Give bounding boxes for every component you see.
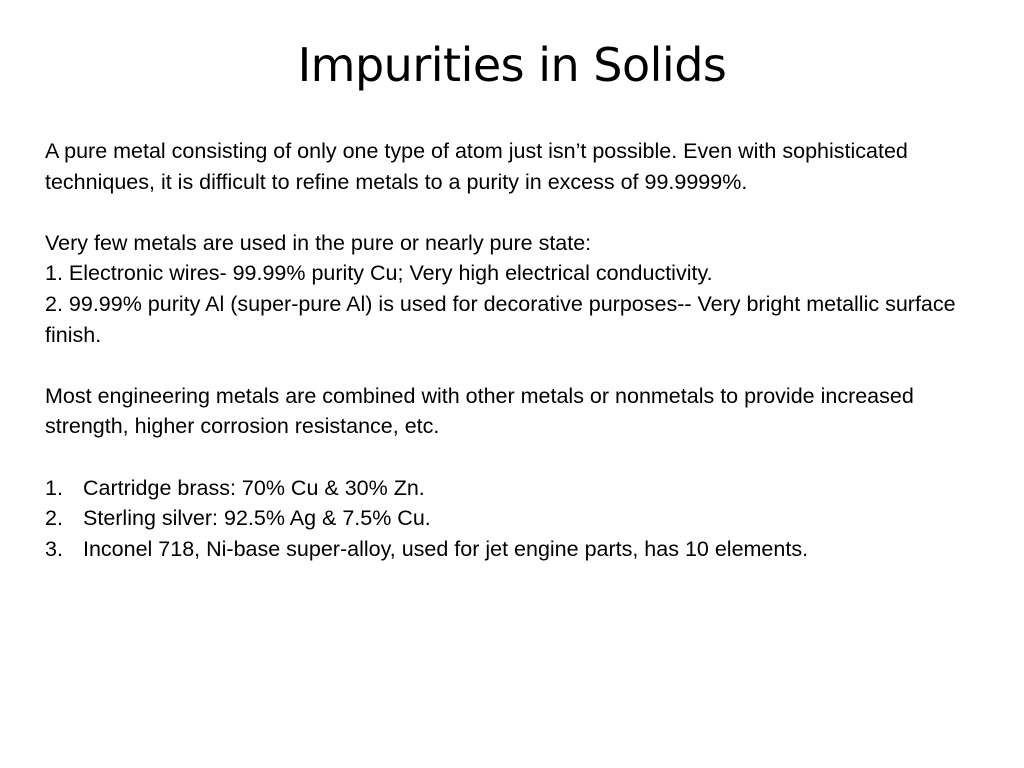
list-item-number: 1. xyxy=(45,475,63,500)
alloy-examples-list xyxy=(45,473,995,565)
paragraph-alloys: Most engineering metals are combined with other metals or nonmetals to provide increased strength, higher corrosion resistance, etc. xyxy=(45,383,914,439)
paragraph-pure-use-item-2: 2. 99.99% purity Al (super-pure Al) is used for decorative purposes-- Very bright metallic surface finish. xyxy=(45,291,956,347)
list-item-text: Cartridge brass: 70% Cu & 30% Zn. xyxy=(83,475,425,500)
spacer xyxy=(45,350,995,381)
list-item xyxy=(45,473,995,504)
list-item-number: 2. xyxy=(45,506,63,531)
slide-body xyxy=(45,136,995,564)
list-item-text: Sterling silver: 92.5% Ag & 7.5% Cu. xyxy=(83,506,431,531)
list-item-text: Inconel 718, Ni-base super-alloy, used for jet engine parts, has 10 elements. xyxy=(83,536,809,561)
list-item-number: 3. xyxy=(45,536,63,561)
paragraph-pure-use-item-1: 1. Electronic wires- 99.99% purity Cu; Very high electrical conductivity. xyxy=(45,261,713,286)
list-item xyxy=(45,534,995,565)
spacer xyxy=(45,197,995,228)
slide-title: Impurities in Solids xyxy=(297,38,727,92)
paragraph-pure-use-intro: Very few metals are used in the pure or nearly pure state: xyxy=(45,230,592,255)
paragraph-pure-metal: A pure metal consisting of only one type of atom just isn’t possible. Even with sophisticated techniques, it is difficult to refine metals to a purity in excess of 99.9999%. xyxy=(45,139,908,194)
list-item xyxy=(45,503,995,534)
spacer xyxy=(45,442,995,473)
